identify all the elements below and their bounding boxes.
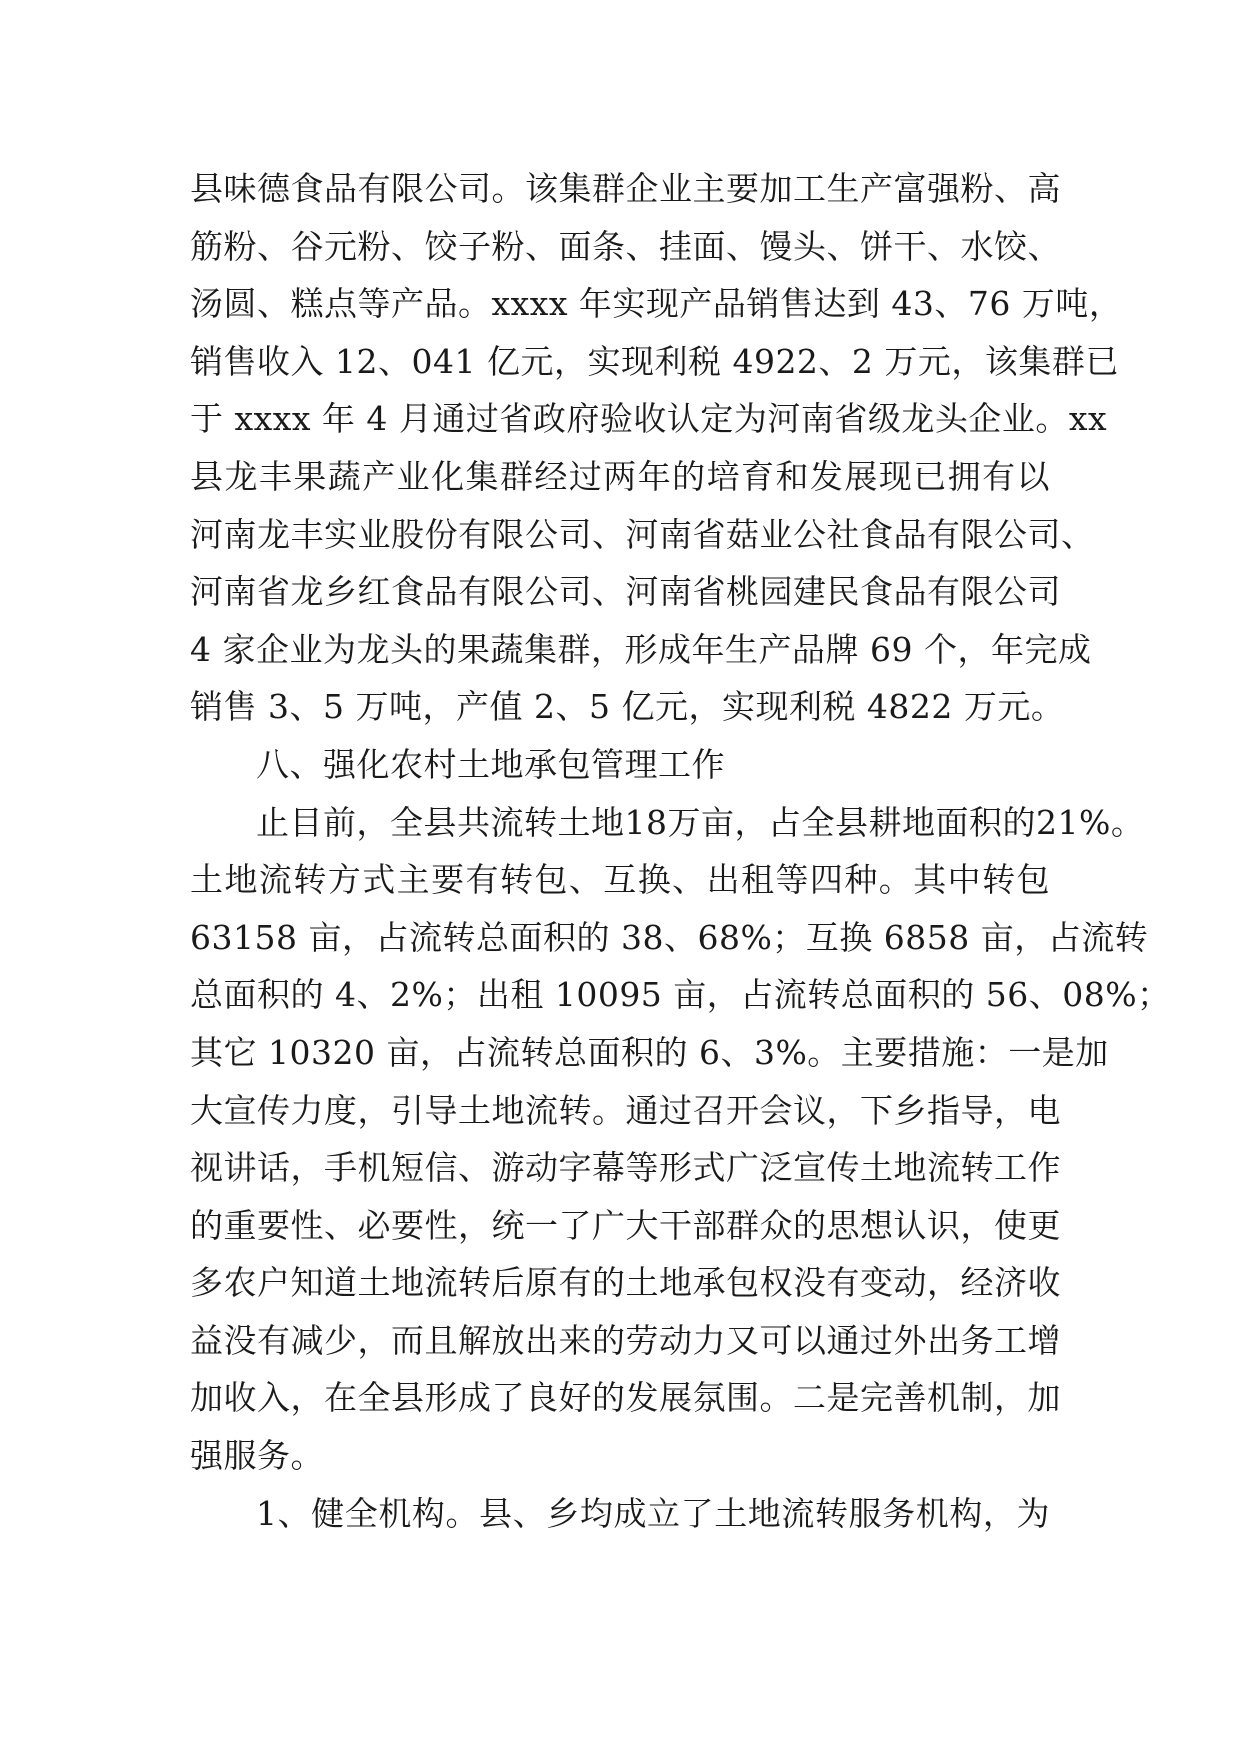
text-line: 益没有减少，而且解放出来的劳动力又可以通过外出务工增 [190, 1320, 1061, 1360]
text-line: 总面积的 4、2%；出租 10095 亩，占流转总面积的 56、08%； [190, 975, 1171, 1015]
text-line: 销售收入 12、041 亿元，实现利税 4922、2 万元，该集群已 [190, 341, 1119, 381]
text-line: 于 xxxx 年 4 月通过省政府验收认定为河南省级龙头企业。xx [190, 399, 1108, 439]
text-line: 4 家企业为龙头的果蔬集群，形成年生产品牌 69 个，年完成 [190, 629, 1092, 669]
text-line: 河南龙丰实业股份有限公司、河南省菇业公社食品有限公司、 [190, 514, 1095, 554]
text-line: 的重要性、必要性，统一了广大干部群众的思想认识，使更 [190, 1205, 1061, 1245]
text-line: 大宣传力度，引导土地流转。通过召开会议，下乡指导，电 [190, 1090, 1061, 1130]
text-line: 视讲话，手机短信、游动字幕等形式广泛宣传土地流转工作 [190, 1148, 1061, 1188]
text-line: 强服务。 [190, 1436, 324, 1476]
text-line: 其它 10320 亩，占流转总面积的 6、3%。主要措施：一是加 [190, 1032, 1109, 1072]
text-line: 销售 3、5 万吨，产值 2、5 亿元，实现利税 4822 万元。 [190, 687, 1065, 727]
text-line: 县味德食品有限公司。该集群企业主要加工生产富强粉、高 [190, 169, 1061, 208]
text-line: 河南省龙乡红食品有限公司、河南省桃园建民食品有限公司 [190, 572, 1061, 612]
text-line: 县龙丰果蔬产业化集群经过两年的培育和发展现已拥有以 [190, 456, 1050, 496]
text-line: 止目前，全县共流转土地18万亩，占全县耕地面积的21%。 [256, 802, 1145, 842]
text-line: 多农户知道土地流转后原有的土地承包权没有变动，经济收 [190, 1263, 1061, 1303]
text-line: 加收入，在全县形成了良好的发展氛围。二是完善机制，加 [190, 1378, 1061, 1418]
body-text [190, 160, 1171, 1542]
text-line: 汤圆、糕点等产品。xxxx 年实现产品销售达到 43、76 万吨， [190, 284, 1123, 324]
section-heading: 八、强化农村土地承包管理工作 [256, 744, 725, 784]
text-line: 63158 亩，占流转总面积的 38、68%；互换 6858 亩，占流转 [190, 917, 1149, 957]
text-line: 土地流转方式主要有转包、互换、出租等四种。其中转包 [190, 860, 1050, 900]
text-line: 1、健全机构。县、乡均成立了土地流转服务机构，为 [256, 1493, 1050, 1533]
text-line: 筋粉、谷元粉、饺子粉、面条、挂面、馒头、饼干、水饺、 [190, 226, 1061, 266]
